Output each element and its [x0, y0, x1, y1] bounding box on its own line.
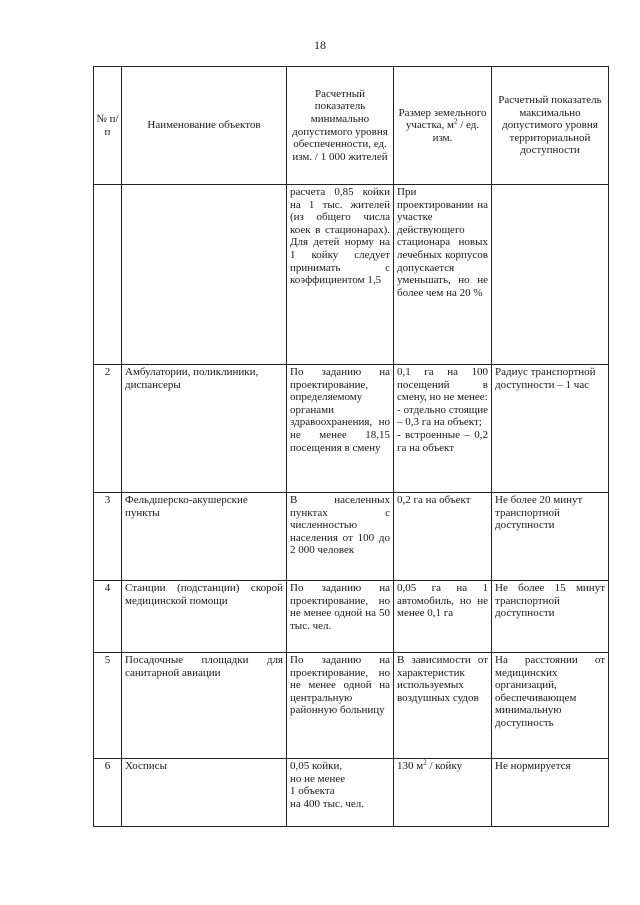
row-name: Хосписы [122, 759, 287, 827]
header-area [394, 67, 492, 185]
row-min-level [287, 759, 394, 827]
header-area-unit: / ед. изм. [432, 119, 480, 144]
row-name: Фельдшерско-акушерские пункты [122, 493, 287, 581]
row-num: 6 [94, 759, 122, 827]
row-area: 0,2 га на объект [394, 493, 492, 581]
row-num: 5 [94, 653, 122, 759]
row-min-level: По заданию на проектирование, определяемому органами здравоохранения, но не менее 18,15 посещения в смену [287, 365, 394, 493]
table-row [94, 365, 609, 493]
row-name: Амбулатории, поликлиники, диспансеры [122, 365, 287, 493]
row-area: При проектировании на участке действующего стационара новых лечебных корпусов допускается уменьшать, но не более чем на 20 % [394, 185, 492, 365]
table-row [94, 759, 609, 827]
table-row [94, 653, 609, 759]
row-min-level-line: 0,05 койки, [290, 760, 343, 772]
row-min-level-line: на 400 тыс. чел. [290, 797, 365, 810]
row-area-text: 130 м [397, 760, 424, 772]
row-num: 2 [94, 365, 122, 493]
row-access: На расстоянии от медицинских организаций, обеспечивающем минимальную доступность [492, 653, 609, 759]
header-max-access: Расчетный показатель максимально допустимого уровня территориальной доступности [492, 67, 609, 185]
row-access: Не более 15 минут транспортной доступности [492, 581, 609, 653]
table-row [94, 185, 609, 365]
row-area-line: 0,1 га на 100 посещений в смену, но не менее: [397, 366, 488, 404]
row-num: 3 [94, 493, 122, 581]
row-num: 4 [94, 581, 122, 653]
header-area-sup: 2 [453, 117, 458, 126]
row-area: В зависимости от характеристик используемых воздушных судов [394, 653, 492, 759]
norms-table [93, 66, 609, 827]
row-num [94, 185, 122, 365]
row-access: Не более 20 минут транспортной доступности [492, 493, 609, 581]
row-access: Не нормируется [492, 759, 609, 827]
row-access: Радиус транспортной доступности – 1 час [492, 365, 609, 493]
row-area-sup: 2 [423, 758, 427, 767]
row-name: Посадочные площадки для санитарной авиации [122, 653, 287, 759]
row-min-level: расчета 0,85 койки на 1 тыс. жителей (из общего числа коек в стационарах). Для детей норму на 1 койку следует принимать с коэффициентом 1,5 [287, 185, 394, 365]
row-min-level: По заданию на проектирование, но не менее одной на 50 тыс. чел. [287, 581, 394, 653]
row-area: 0,05 га на 1 автомобиль, но не менее 0,1 га [394, 581, 492, 653]
row-min-level-line: но не менее [290, 772, 346, 785]
table-header-row [94, 67, 609, 185]
row-min-level-line: 1 объекта [290, 785, 335, 798]
row-min-level: В населенных пунктах с численностью населения от 100 до 2 000 человек [287, 493, 394, 581]
header-name: Наименование объектов [122, 67, 287, 185]
header-min-level: Расчетный показатель минимально допустимого уровня обеспеченности, ед. изм. / 1 000 жителей [287, 67, 394, 185]
page-number: 18 [314, 38, 326, 52]
row-area-line: - отдельно стоящие – 0,3 га на объект; [397, 403, 488, 429]
row-area-unit: / койку [426, 760, 463, 772]
row-name: Станции (подстанции) скорой медицинской помощи [122, 581, 287, 653]
row-min-level: По заданию на проектирование, но не менее одной на центральную районную больницу [287, 653, 394, 759]
row-area [394, 365, 492, 493]
row-name [122, 185, 287, 365]
table-row [94, 493, 609, 581]
row-area [394, 759, 492, 827]
table-row [94, 581, 609, 653]
header-area-text: Размер земельного участка, м [398, 106, 487, 132]
row-access [492, 185, 609, 365]
row-area-line: - встроенные – 0,2 га на объект [397, 428, 488, 454]
header-num: № п/п [94, 67, 122, 185]
